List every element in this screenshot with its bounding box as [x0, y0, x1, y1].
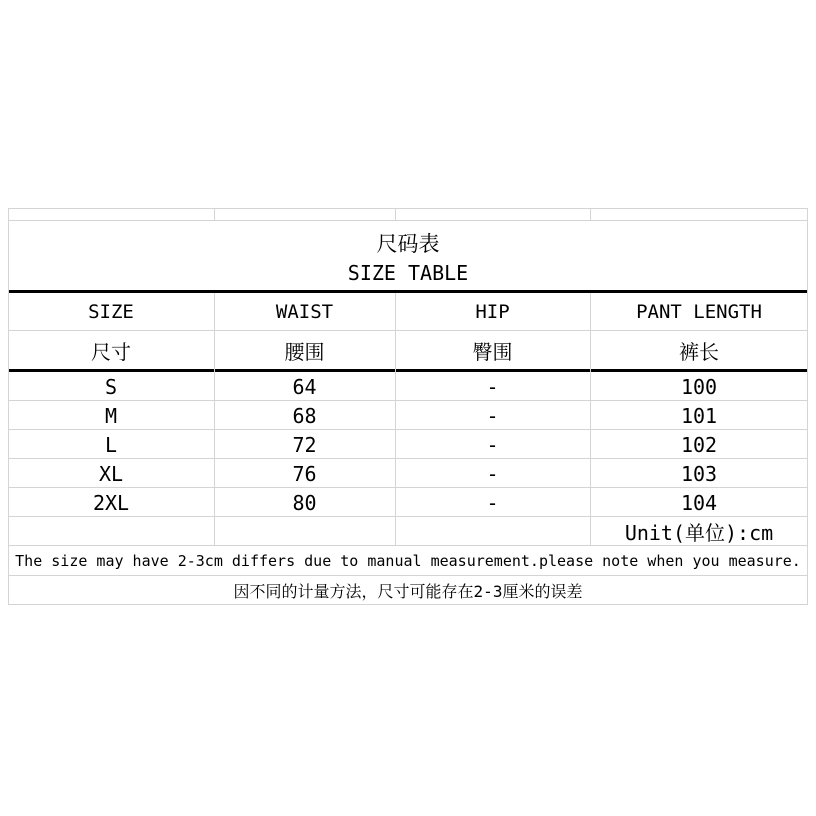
hip-cell: - [486, 490, 499, 515]
grid-line [8, 330, 808, 331]
header-divider-line [8, 290, 808, 293]
size-cell: S [104, 374, 118, 399]
pant-length-cell: 101 [680, 403, 718, 428]
grid-line [8, 208, 808, 209]
header-hip-cn: 臀围 [472, 339, 513, 364]
waist-cell: 68 [292, 403, 317, 428]
header-waist: WAIST [275, 301, 334, 323]
header-hip: HIP [475, 301, 510, 323]
pant-length-cell: 100 [680, 374, 718, 399]
waist-cell: 64 [292, 374, 317, 399]
measurement-note-cn: 因不同的计量方法，尺寸可能存在2-3厘米的误差 [233, 581, 583, 601]
waist-cell: 76 [292, 461, 317, 486]
grid-line [214, 208, 215, 220]
size-cell: 2XL [92, 490, 130, 515]
size-cell: L [104, 432, 118, 457]
header-pant-length-cn: 裤长 [679, 339, 719, 364]
header-size-cn: 尺寸 [91, 339, 131, 364]
header-waist-cn: 腰围 [284, 339, 325, 364]
header-pant-length: PANT LENGTH [636, 301, 762, 323]
hip-cell: - [486, 374, 499, 399]
hip-cell: - [486, 403, 499, 428]
waist-cell: 72 [292, 432, 317, 457]
hip-cell: - [486, 461, 499, 486]
table-title-en: SIZE TABLE [347, 261, 469, 285]
grid-line [395, 208, 396, 220]
hip-cell: - [486, 432, 499, 457]
table-title-cn: 尺码表 [376, 232, 440, 256]
pant-length-cell: 103 [680, 461, 718, 486]
unit-label: Unit(单位):cm [624, 520, 774, 545]
grid-line [8, 604, 808, 605]
size-cell: M [104, 403, 118, 428]
grid-line [590, 208, 591, 220]
header-size: SIZE [88, 301, 134, 323]
waist-cell: 80 [292, 490, 317, 515]
pant-length-cell: 102 [680, 432, 718, 457]
measurement-note-en: The size may have 2-3cm differs due to manual measurement.please note when you measure. [15, 552, 801, 570]
grid-line [8, 220, 808, 221]
pant-length-cell: 104 [680, 490, 718, 515]
size-cell: XL [98, 461, 124, 486]
